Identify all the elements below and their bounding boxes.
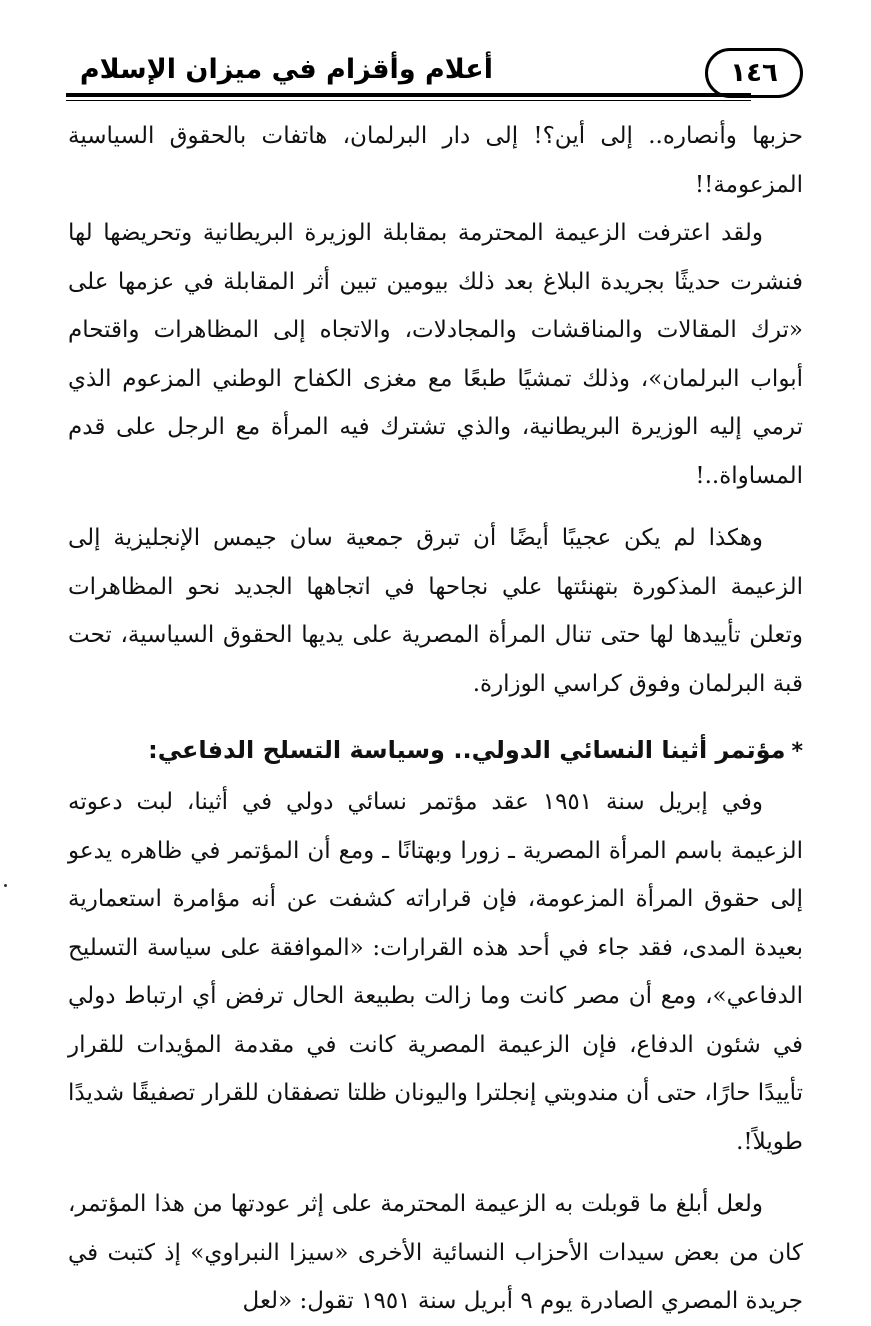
page-body [68, 112, 803, 1326]
header-rule-thin [66, 100, 751, 101]
header-rule [66, 93, 751, 97]
body-paragraph: وفي إبريل سنة ١٩٥١ عقد مؤتمر نسائي دولي في أثينا، لبت دعوته الزعيمة باسم المرأة المصرية ـ زورا وبهتانًا ـ ومع أن المؤتمر في ظاهره يدعو إلى حقوق المرأة المزعومة، فإن قراراته كشفت عن أنه مؤامرة استعمارية بعيدة المدى، فقد جاء في أحد هذه القرارات: «الموافقة على سياسة التسليح الدفاعي»، ومع أن مصر كانت وما زالت بطبيعة الحال ترفض أي ارتباط دولي في شئون الدفاع، فإن الزعيمة المصرية كانت في مقدمة المؤيدات للقرار تأييدًا حارًا، حتى أن مندوبتي إنجلترا واليونان ظلتا تصفقان للقرار تصفيقًا شديدًا طويلاً!. [68, 789, 803, 1155]
page-header [0, 40, 871, 110]
page-number: ١٤٦ [705, 48, 803, 98]
body-paragraph: ولعل أبلغ ما قوبلت به الزعيمة المحترمة على إثر عودتها من هذا المؤتمر، كان من بعض سيدات الأحزاب النسائية الأخرى «سيزا النبراوي» إذ كتبت في جريدة المصري الصادرة يوم ٩ أبريل سنة ١٩٥١ تقول: «لعل [68, 1191, 803, 1314]
scan-speck [4, 884, 7, 887]
book-title: أعلام وأقزام في ميزان الإسلام [79, 54, 493, 85]
body-paragraph: وهكذا لم يكن عجيبًا أيضًا أن تبرق جمعية سان جيمس الإنجليزية إلى الزعيمة المذكورة بتهنئتها علي نجاحها في اتجاهها الجديد نحو المظاهرات وتعلن تأييدها لها حتى تنال المرأة المصرية على يديها الحقوق السياسية، تحت قبة البرلمان وفوق كراسي الوزارة. [68, 525, 803, 697]
section-heading [68, 728, 803, 774]
star-bullet-icon: * [791, 739, 803, 764]
body-paragraph: ولقد اعترفت الزعيمة المحترمة بمقابلة الوزيرة البريطانية وتحريضها لها فنشرت حديثًا بجريدة البلاغ بعد ذلك بيومين تبين أثر المقابلة في عزمها على «ترك المقالات والمناقشات والمجادلات، والاتجاه إلى المظاهرات واقتحام أبواب البرلمان»، وذلك تمشيًا طبعًا مع مغزى الكفاح الوطني المزعوم الذي ترمي إليه الوزيرة البريطانية، والذي تشترك فيه المرأة مع الرجل على قدم المساواة..! [68, 220, 803, 489]
section-heading-text: مؤتمر أثينا النسائي الدولي.. وسياسة التسلح الدفاعي: [148, 736, 786, 764]
body-paragraph: حزبها وأنصاره.. إلى أين؟! إلى دار البرلمان، هاتفات بالحقوق السياسية المزعومة!! [68, 123, 803, 198]
